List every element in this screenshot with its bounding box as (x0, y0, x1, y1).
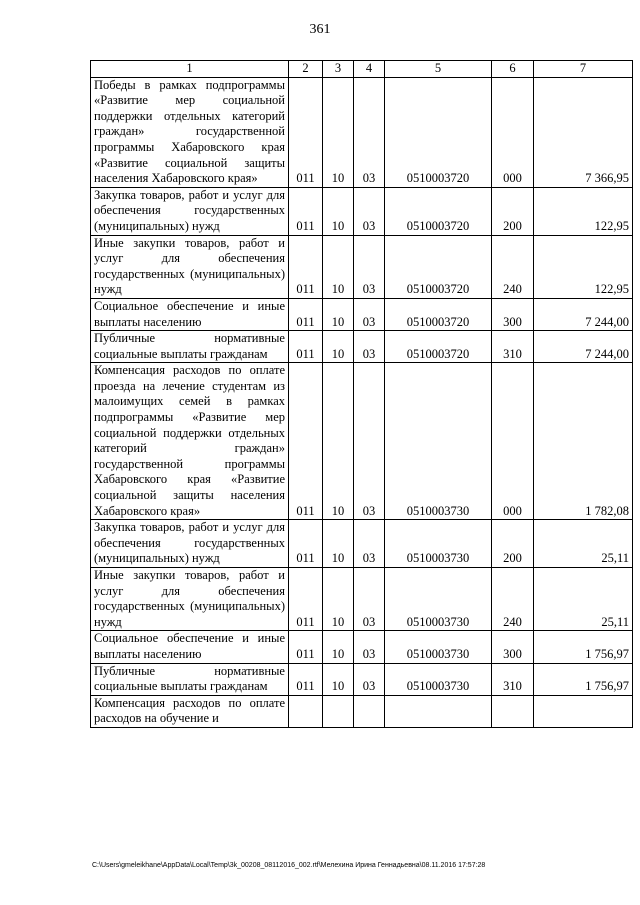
expense-type-cell: 240 (492, 235, 534, 298)
row-name-cell: Социальное обеспечение и иные выплаты населению (91, 298, 289, 330)
row-name-cell: Компенсация расходов по оплате проезда на лечение студентам из малоимущих семей в рамках подпрограммы «Развитие мер социальной поддержки отдельных категорий граждан» государственной программы Хабаровского края «Развитие социальной защиты населения Хабаровского края» (91, 363, 289, 520)
row-name-cell: Иные закупки товаров, работ и услуг для обеспечения государственных (муниципальных) нужд (91, 235, 289, 298)
amount-cell: 7 244,00 (534, 298, 633, 330)
table-row (91, 363, 633, 520)
expense-type-cell: 000 (492, 77, 534, 187)
expense-type-cell: 000 (492, 363, 534, 520)
row-name-cell: Закупка товаров, работ и услуг для обеспечения государственных (муниципальных) нужд (91, 520, 289, 568)
amount-cell: 1 756,97 (534, 631, 633, 663)
table-row (91, 631, 633, 663)
target-article-cell: 0510003730 (385, 663, 492, 695)
table-row (91, 568, 633, 631)
column-number-header: 4 (354, 61, 385, 78)
table-header-row (91, 61, 633, 78)
target-article-cell (385, 695, 492, 727)
section-code-cell (323, 695, 354, 727)
ministry-code-cell: 011 (289, 520, 323, 568)
subsection-code-cell: 03 (354, 235, 385, 298)
subsection-code-cell: 03 (354, 568, 385, 631)
subsection-code-cell: 03 (354, 298, 385, 330)
target-article-cell: 0510003720 (385, 187, 492, 235)
column-number-header: 3 (323, 61, 354, 78)
ministry-code-cell: 011 (289, 77, 323, 187)
ministry-code-cell: 011 (289, 568, 323, 631)
page-number: 361 (309, 22, 331, 37)
row-name-cell: Компенсация расходов по оплате расходов на обучение и (91, 695, 289, 727)
section-code-cell: 10 (323, 520, 354, 568)
section-code-cell: 10 (323, 568, 354, 631)
budget-table (90, 60, 633, 728)
expense-type-cell: 310 (492, 663, 534, 695)
table-row (91, 695, 633, 727)
target-article-cell: 0510003730 (385, 520, 492, 568)
column-number-header: 1 (91, 61, 289, 78)
column-number-header: 6 (492, 61, 534, 78)
amount-cell: 122,95 (534, 187, 633, 235)
amount-cell: 122,95 (534, 235, 633, 298)
row-name-cell: Победы в рамках подпрограммы «Развитие мер социальной поддержки отдельных категорий граждан» государственной программы Хабаровского края «Развитие социальной защиты населения Хабаровского края» (91, 77, 289, 187)
row-name-cell: Социальное обеспечение и иные выплаты населению (91, 631, 289, 663)
target-article-cell: 0510003730 (385, 631, 492, 663)
amount-cell: 1 782,08 (534, 363, 633, 520)
section-code-cell: 10 (323, 77, 354, 187)
ministry-code-cell: 011 (289, 187, 323, 235)
section-code-cell: 10 (323, 363, 354, 520)
section-code-cell: 10 (323, 663, 354, 695)
expense-type-cell: 200 (492, 520, 534, 568)
ministry-code-cell (289, 695, 323, 727)
table-row (91, 298, 633, 330)
target-article-cell: 0510003720 (385, 77, 492, 187)
amount-cell: 1 756,97 (534, 663, 633, 695)
section-code-cell: 10 (323, 187, 354, 235)
target-article-cell: 0510003730 (385, 363, 492, 520)
target-article-cell: 0510003720 (385, 298, 492, 330)
column-number-header: 7 (534, 61, 633, 78)
target-article-cell: 0510003720 (385, 331, 492, 363)
subsection-code-cell (354, 695, 385, 727)
table-row (91, 663, 633, 695)
expense-type-cell: 300 (492, 298, 534, 330)
row-name-cell: Публичные нормативные социальные выплаты гражданам (91, 663, 289, 695)
amount-cell: 25,11 (534, 568, 633, 631)
ministry-code-cell: 011 (289, 631, 323, 663)
ministry-code-cell: 011 (289, 363, 323, 520)
column-number-header: 2 (289, 61, 323, 78)
target-article-cell: 0510003730 (385, 568, 492, 631)
expense-type-cell: 240 (492, 568, 534, 631)
subsection-code-cell: 03 (354, 520, 385, 568)
amount-cell (534, 695, 633, 727)
subsection-code-cell: 03 (354, 187, 385, 235)
row-name-cell: Иные закупки товаров, работ и услуг для обеспечения государственных (муниципальных) нужд (91, 568, 289, 631)
section-code-cell: 10 (323, 331, 354, 363)
subsection-code-cell: 03 (354, 631, 385, 663)
table-row (91, 187, 633, 235)
amount-cell: 25,11 (534, 520, 633, 568)
table-row (91, 331, 633, 363)
amount-cell: 7 366,95 (534, 77, 633, 187)
row-name-cell: Публичные нормативные социальные выплаты гражданам (91, 331, 289, 363)
ministry-code-cell: 011 (289, 331, 323, 363)
section-code-cell: 10 (323, 298, 354, 330)
subsection-code-cell: 03 (354, 77, 385, 187)
row-name-cell: Закупка товаров, работ и услуг для обеспечения государственных (муниципальных) нужд (91, 187, 289, 235)
section-code-cell: 10 (323, 631, 354, 663)
section-code-cell: 10 (323, 235, 354, 298)
table-row (91, 235, 633, 298)
table-row (91, 77, 633, 187)
subsection-code-cell: 03 (354, 331, 385, 363)
footer-file-path: C:\Users\gmeleikhane\AppData\Local\Temp\3k_00208_08112016_002.rtf\Мелехина Ирина Геннадьевна\08.11.2016 17:57:28 (92, 862, 486, 869)
subsection-code-cell: 03 (354, 363, 385, 520)
expense-type-cell: 300 (492, 631, 534, 663)
subsection-code-cell: 03 (354, 663, 385, 695)
amount-cell: 7 244,00 (534, 331, 633, 363)
table-row (91, 520, 633, 568)
expense-type-cell: 200 (492, 187, 534, 235)
ministry-code-cell: 011 (289, 663, 323, 695)
column-number-header: 5 (385, 61, 492, 78)
ministry-code-cell: 011 (289, 298, 323, 330)
expense-type-cell (492, 695, 534, 727)
expense-type-cell: 310 (492, 331, 534, 363)
ministry-code-cell: 011 (289, 235, 323, 298)
target-article-cell: 0510003720 (385, 235, 492, 298)
